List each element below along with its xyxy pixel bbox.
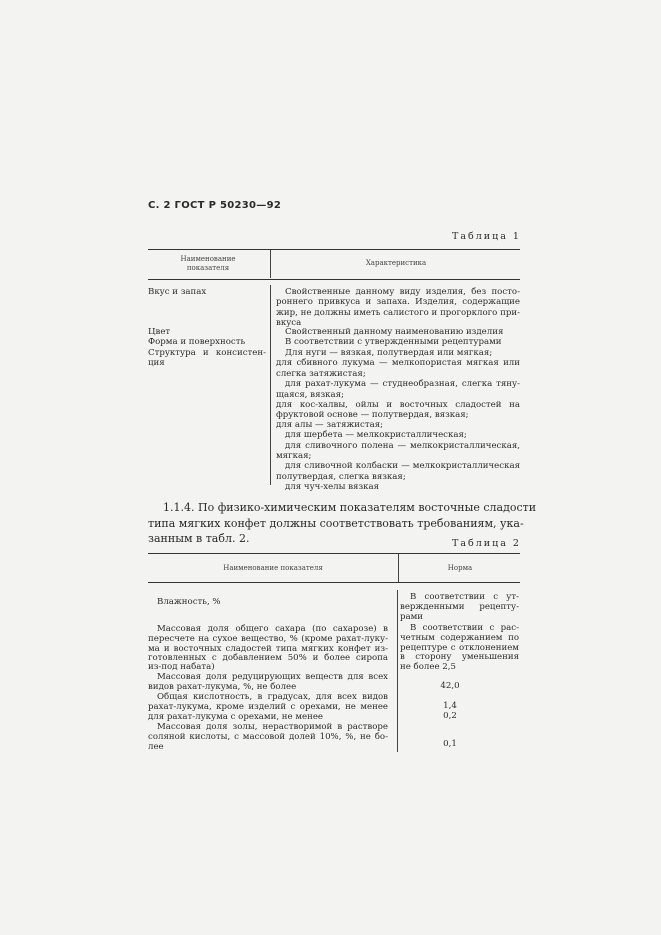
table2-norm-line: В соответствии с рас-	[410, 623, 519, 633]
table2-indicator-line: лее	[148, 742, 164, 752]
table2-indicator-line: Массовая доля общего сахара (по сахарозе) в	[157, 624, 388, 634]
table1-characteristic-line: полутвердая, слегка вязкая;	[276, 472, 406, 482]
table2-header-norm: Норма	[447, 564, 473, 572]
table2-header-rule	[148, 582, 520, 583]
table2-indicator-line: из-под набата)	[148, 662, 215, 672]
table2-norm-value: 0,2	[443, 711, 457, 721]
table2-norm-value: 1,4	[443, 701, 457, 711]
table2-indicator-line: Влажность, %	[157, 597, 221, 607]
table1-characteristic-line: Свойственный данному наименованию изделия	[285, 327, 504, 337]
table1-row-label: Вкус и запах	[148, 287, 207, 297]
table1-characteristic-line: для сбивного лукума — мелкопористая мягкая или	[276, 358, 520, 368]
table2-indicator-line: для рахат-лукума с орехами, не менее	[148, 712, 324, 722]
table1-header-characteristic: Характеристика	[365, 259, 427, 267]
table2-norm-line: В соответствии с ут-	[410, 592, 519, 602]
table1-characteristic-line: щаяся, вязкая;	[276, 390, 344, 400]
table1-characteristic-line: для сливочной колбаски — мелкокристаллическая	[285, 461, 520, 471]
paragraph-line: 1.1.4. По физико-химическим показателям восточные сладости	[163, 501, 537, 514]
table2-indicator-line: рахат-лукума, кроме изделий с орехами, не менее	[148, 702, 388, 712]
table2-header-name: Наименование показателя	[223, 564, 323, 572]
table1-caption: Таблица 1	[452, 231, 521, 242]
table2-indicator-line: соляной кислоты, с массовой долей 10%, %, не бо-	[148, 732, 388, 742]
table1-characteristic-line: В соответствии с утвержденными рецептурами	[285, 337, 502, 347]
table2-norm-line: рами	[400, 612, 424, 622]
table2-norm-line: вержденными рецепту-	[400, 602, 519, 612]
table2-norm-line: в сторону уменьшения	[400, 652, 519, 662]
table1-header-name: Наименование показателя	[180, 255, 236, 272]
table2-indicator-line: Массовая доля редуцирующих веществ для всех	[157, 672, 388, 682]
table1-row-label: Форма и поверхность	[148, 337, 246, 347]
table1-characteristic-line: Для нуги — вязкая, полутвердая или мягкая;	[285, 348, 493, 358]
table2-top-rule	[148, 553, 520, 554]
table2-header-divider	[398, 554, 399, 582]
table1-top-rule	[148, 249, 520, 250]
table2-indicator-line: видов рахат-лукума, %, не более	[148, 682, 297, 692]
table1-characteristic-line: для кос-халвы, ойлы и восточных сладостей на	[276, 400, 520, 410]
table1-characteristic-line: слегка затяжистая;	[276, 369, 366, 379]
table1-characteristic-line: жир, не должны иметь салистого и прогорклого при-	[276, 308, 520, 318]
table1-characteristic-line: для чуч-хелы вязкая	[285, 482, 380, 492]
page-header: С. 2 ГОСТ Р 50230—92	[148, 200, 282, 211]
table1-characteristic-line: мягкая;	[276, 451, 312, 461]
table1-characteristic-line: фруктовой основе — полутвердая, вязкая;	[276, 410, 469, 420]
table2-indicator-line: Общая кислотность, в градусах, для всех видов	[157, 692, 388, 702]
table2-indicator-line: пересчете на сухое вещество, % (кроме рахат-луку-	[148, 634, 388, 644]
table1-characteristic-line: Свойственные данному виду изделия, без посто-	[285, 287, 520, 297]
table1-characteristic-line: роннего привкуса и запаха. Изделия, содержащие	[276, 297, 520, 307]
table1-row-label: ция	[148, 358, 165, 368]
table2-norm-line: не более 2,5	[400, 662, 456, 672]
table2-norm-line: рецептуре с отклонением	[400, 643, 519, 653]
table2-norm-value: 42,0	[440, 681, 460, 691]
table2-indicator-line: готовленных с добавлением 50% и более сиропа	[148, 653, 388, 663]
table2-column-divider	[397, 590, 398, 752]
table1-characteristic-line: для шербета — мелкокристаллическая;	[285, 430, 467, 440]
paragraph-line: занным в табл. 2.	[148, 532, 250, 545]
paragraph-line: типа мягких конфет должны соответствовать требованиям, ука-	[148, 517, 524, 530]
table1-characteristic-line: для рахат-лукума — студнеобразная, слегка тяну-	[285, 379, 520, 389]
table2-indicator-line: ма и восточных сладостей типа мягких конфет из-	[148, 644, 388, 654]
table2-caption: Таблица 2	[452, 538, 521, 549]
table2-norm-line: четным содержанием по	[400, 633, 519, 643]
table1-row-label: Цвет	[148, 327, 171, 337]
table1-characteristic-line: для сливочного полена — мелкокристаллическая,	[285, 441, 520, 451]
table2-indicator-line: Массовая доля золы, нерастворимой в растворе	[157, 722, 388, 732]
table1-header-divider	[270, 250, 271, 278]
table1-column-divider	[270, 285, 271, 485]
table1-header-rule	[148, 279, 520, 280]
table2-norm-value: 0,1	[443, 739, 457, 749]
table1-characteristic-line: для алы — затяжистая;	[276, 420, 384, 430]
table1-row-label: Структура и консистен-	[148, 348, 266, 358]
table1-characteristic-line: вкуса	[276, 318, 302, 328]
